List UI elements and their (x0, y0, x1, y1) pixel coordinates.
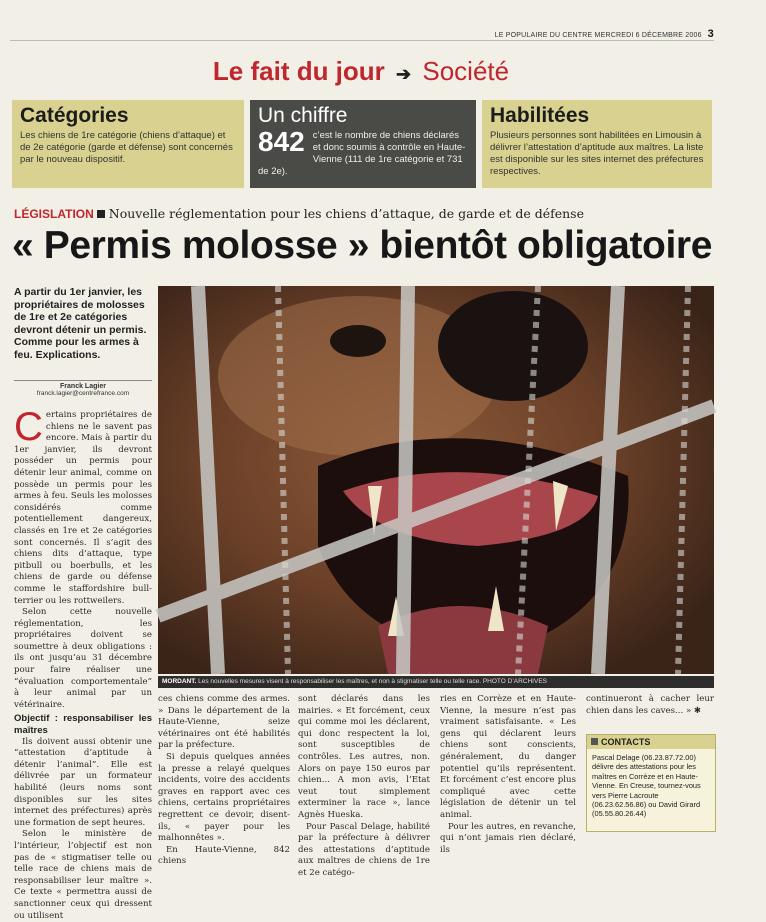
col3-p2: Pour Pascal Delage, habilité par la préfecture à délivrer des attestations d’aptitude aux maîtres de chiens de 1re et 2e catégo- (298, 821, 430, 878)
categories-box (12, 100, 250, 188)
byline-email: franck.lagier@centrefrance.com (36, 390, 130, 397)
article-column-5 (586, 694, 714, 730)
square-bullet-icon (97, 210, 105, 218)
article-column-2 (158, 694, 290, 867)
subhead: Objectif : responsabiliser les maîtres (14, 713, 152, 737)
info-band (12, 100, 712, 188)
kicker (14, 206, 584, 221)
caption-tag: MORDANT. (162, 678, 197, 685)
contacts-box (586, 734, 716, 832)
contacts-text: Pascal Delage (06.23.87.72.00) délivre des attestations pour les maîtres en Corrèze et en Haute-Vienne. En Creuse, tournez-vous vers Pierre Lacroute (06.23.62.56.86) ou David Girard (05.55.80.26.44) (592, 753, 701, 819)
col1-p2: Selon cette nouvelle réglementation, les propriétaires doivent se soumettre à deux obligations : ils ont jusqu’au 31 décembre pour faire réaliser une “évaluation comportementale” à leur animal par un vétérinaire. (14, 607, 152, 710)
standfirst: A partir du 1er janvier, les propriétaires de molosses de 1re et 2e catégories devront détenir un permis. Comme pour les armes à feu. Explications. (14, 286, 147, 361)
chiffre-number: 842 (258, 126, 305, 157)
kicker-tag: LÉGISLATION (14, 207, 94, 221)
article-column-3 (298, 694, 430, 878)
running-head (8, 28, 714, 40)
chiffre-title: Un chiffre (258, 104, 348, 127)
square-bullet-icon (591, 738, 598, 745)
contacts-title: CONTACTS (601, 737, 651, 747)
col2-p3: En Haute-Vienne, 842 chiens (158, 844, 290, 867)
article-column-4 (440, 694, 576, 855)
dropcap: C (14, 405, 43, 449)
col1-p3: Ils doivent aussi obtenir une “attestation d’aptitude à détenir l’animal”. Elle est délivrée par un formateur habilité (leurs noms sont disponibles sur les sites internet des préfectures) après une formation de sept heures. (14, 736, 152, 828)
col1-p4: Selon le ministère de l’intérieur, l’objectif est non pas de « stigmatiser telle ou telle race de chiens mais de responsabiliser leur maître ». Ce texte « permettra aussi de sanctionner ceux qui dressent ou utilisent (14, 829, 152, 921)
categories-title: Catégories (20, 104, 129, 127)
caption-text: Les nouvelles mesures visent à responsabiliser les maîtres, et non à stigmatiser telle ou telle race. (198, 678, 482, 685)
byline (14, 380, 152, 397)
photo-credit: PHOTO D’ARCHIVES (482, 678, 547, 685)
arrow-right-icon: ➔ (396, 64, 412, 84)
rubric (8, 56, 714, 87)
chiffre-text: c’est le nombre de chiens déclarés et donc soumis à contrôle en Haute-Vienne (111 de 1re catégorie et 731 de 2e). (258, 130, 466, 177)
habilites-box (482, 100, 712, 188)
col4-p2: Pour les autres, en revanche, qui n’ont jamais rien déclaré, ils (440, 821, 576, 855)
photo-caption (158, 676, 714, 688)
chiffre-box (250, 100, 482, 188)
col4-p1: ries en Corrèze et en Haute-Vienne, la mesure n’est pas vraiment satisfaisante. « Les gens qui déclarent leurs chiens sont conscients, généralement, du danger potentiel qu’ils représentent. Et forcément c’est encore plus compliqué avec cette législation de détenir un tel animal. (440, 694, 576, 820)
article-column-1 (14, 405, 152, 921)
kicker-text: Nouvelle réglementation pour les chiens d’attaque, de garde et de défense (108, 206, 584, 221)
contacts-header (587, 735, 715, 749)
habilites-text: Plusieurs personnes sont habilitées en Limousin à délivrer l’attestation d’aptitude aux maîtres. La liste est disponible sur les sites internet des préfectures respectives. (490, 130, 704, 177)
top-rule (10, 40, 714, 41)
col1-p1: ertains propriétaires de chiens ne le savent pas encore. Mais à partir du 1er janvier, ils devront posséder un permis pour détenir leur animal, comme on possède un permis pour les armes à feu. Seuls les molosses considérés comme potentiellement dangereux, classés en 1re et 2e catégories sont concernés. Il s’agit des chiens dits d’attaque, type pitbull ou boerbulls, et les chiens de garde ou défense comme le staffordshire bull-terrier ou les rottweilers. (14, 410, 152, 606)
byline-name: Franck Lagier (60, 383, 106, 390)
dog-photo (158, 286, 714, 674)
running-head-text: LE POPULAIRE DU CENTRE MERCREDI 6 DÉCEMBRE 2006 (494, 32, 702, 39)
dog-behind-bars-image (158, 286, 714, 674)
rubric-section: Société (422, 56, 510, 86)
col3-p1: sont déclarés dans les mairies. « Et forcément, ceux qui comme moi les déclarent, qui donc respectent la loi, sont susceptibles de contrôles. Les autres, non. Alors on paye 150 euros par chien... A mon avis, l’Etat veut tout simplement exterminer la race », lance Agnès Hueska. (298, 694, 430, 820)
categories-text: Les chiens de 1re catégorie (chiens d’attaque) et de 2e catégorie (garde et défense) sont concernés par le nouveau dispositif. (20, 130, 233, 165)
headline: « Permis molosse » bientôt obligatoire (12, 224, 712, 267)
col2-p2: Si depuis quelques années la presse a relayé quelques incidents, voire des accidents graves en rapport avec ces chiens, certains propriétaires regrettent ce devoir, disent-ils, « payer pour les malhonnêtes ». (158, 751, 290, 844)
rubric-main: Le fait du jour (212, 56, 385, 86)
col5-p1: continueront à cacher leur chien dans les caves... » ✱ (586, 694, 714, 716)
page-number: 3 (707, 28, 714, 40)
col2-p1: ces chiens comme des armes. » Dans le département de la Haute-Vienne, seize vétérinaires ont été habilités par la préfecture. (158, 694, 290, 751)
habilites-title: Habilitées (490, 104, 590, 127)
